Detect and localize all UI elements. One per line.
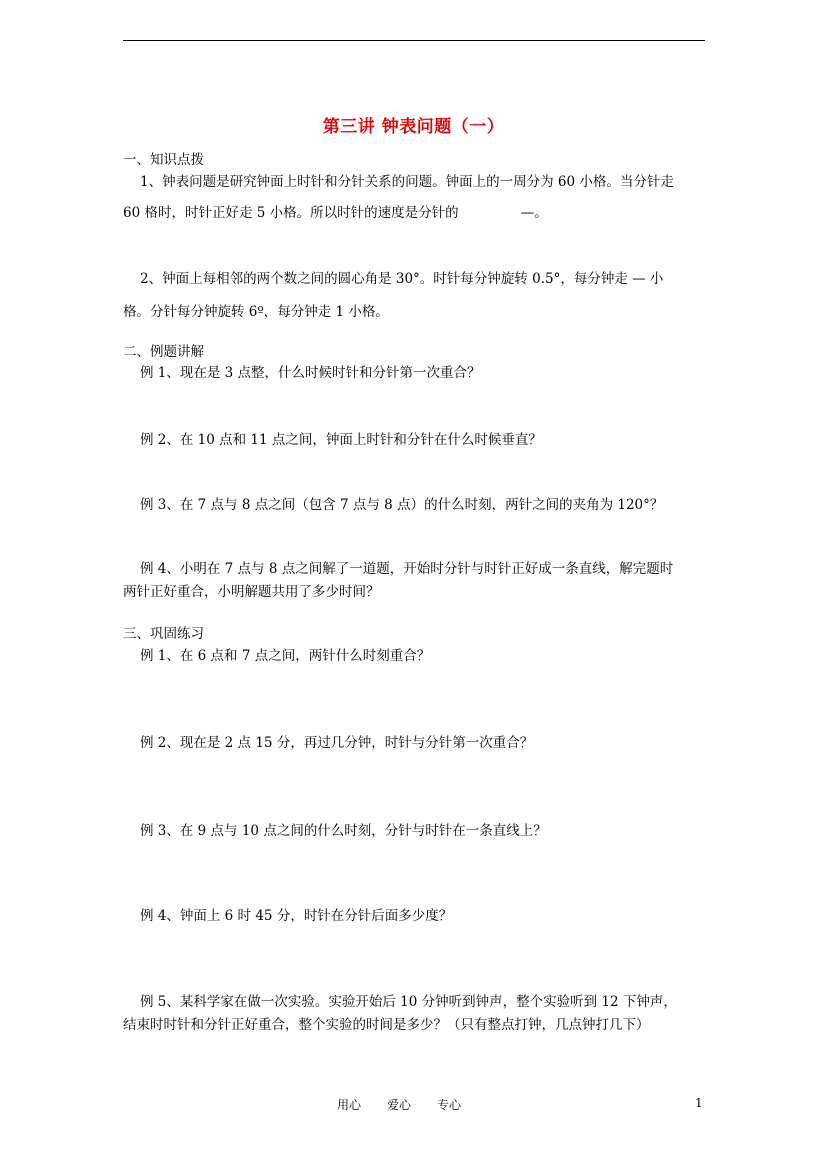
header-rule xyxy=(123,40,705,41)
example-4-line-2: 两针正好重合，小明解题共用了多少时间？ xyxy=(123,584,380,600)
section-heading-examples: 二、例题讲解 xyxy=(123,344,204,360)
footer-word-3: 专心 xyxy=(437,1098,462,1112)
example-3: 例 3、在 7 点与 8 点之间（包含 7 点与 8 点）的什么时刻，两针之间的夹角为 120°？ xyxy=(140,497,664,513)
knowledge-point-1-line-1: 1、钟表问题是研究钟面上时针和分针关系的问题。钟面上的一周分为 60 小格。当分针走 xyxy=(140,174,674,190)
practice-4: 例 4、钟面上 6 时 45 分，时针在分针后面多少度？ xyxy=(140,908,453,924)
section-heading-practice: 三、巩固练习 xyxy=(123,626,204,642)
practice-1: 例 1、在 6 点和 7 点之间，两针什么时刻重合？ xyxy=(140,648,431,664)
knowledge-point-2-line-2: 格。分针每分钟旋转 6º，每分钟走 1 小格。 xyxy=(123,304,389,320)
section-heading-knowledge: 一、知识点拨 xyxy=(123,152,204,168)
practice-2: 例 2、现在是 2 点 15 分，再过几分钟，时针与分针第一次重合？ xyxy=(140,735,534,751)
knowledge-point-1-blank-end: —。 xyxy=(520,205,548,221)
practice-3: 例 3、在 9 点与 10 点之间的什么时刻，分针与时针在一条直线上？ xyxy=(140,823,547,839)
knowledge-point-1-text: 60 格时，时针正好走 5 小格。所以时针的速度是分针的 xyxy=(123,205,459,221)
page-title: 第三讲 钟表问题（一） xyxy=(322,117,505,137)
example-2: 例 2、在 10 点和 11 点之间，钟面上时针和分针在什么时候垂直？ xyxy=(140,432,542,448)
footer-word-1: 用心 xyxy=(337,1098,362,1112)
knowledge-point-2-line-1: 2、钟面上每相邻的两个数之间的圆心角是 30°。时针每分钟旋转 0.5°，每分钟走 — 小 xyxy=(140,271,664,287)
footer-word-2: 爱心 xyxy=(387,1098,412,1112)
knowledge-point-1-line-2 xyxy=(123,201,548,221)
example-4-line-1: 例 4、小明在 7 点与 8 点之间解了一道题，开始时分针与时针正好成一条直线，解完题时 xyxy=(140,561,674,577)
page-number: 1 xyxy=(695,1096,703,1110)
example-1: 例 1、现在是 3 点整，什么时候时针和分针第一次重合？ xyxy=(140,365,481,381)
practice-5-line-1: 例 5、某科学家在做一次实验。实验开始后 10 分钟听到钟声，整个实验听到 12 下钟声， xyxy=(140,994,677,1010)
practice-5-line-2: 结束时时针和分针正好重合，整个实验的时间是多少？（只有整点打钟，几点钟打几下） xyxy=(123,1017,650,1033)
